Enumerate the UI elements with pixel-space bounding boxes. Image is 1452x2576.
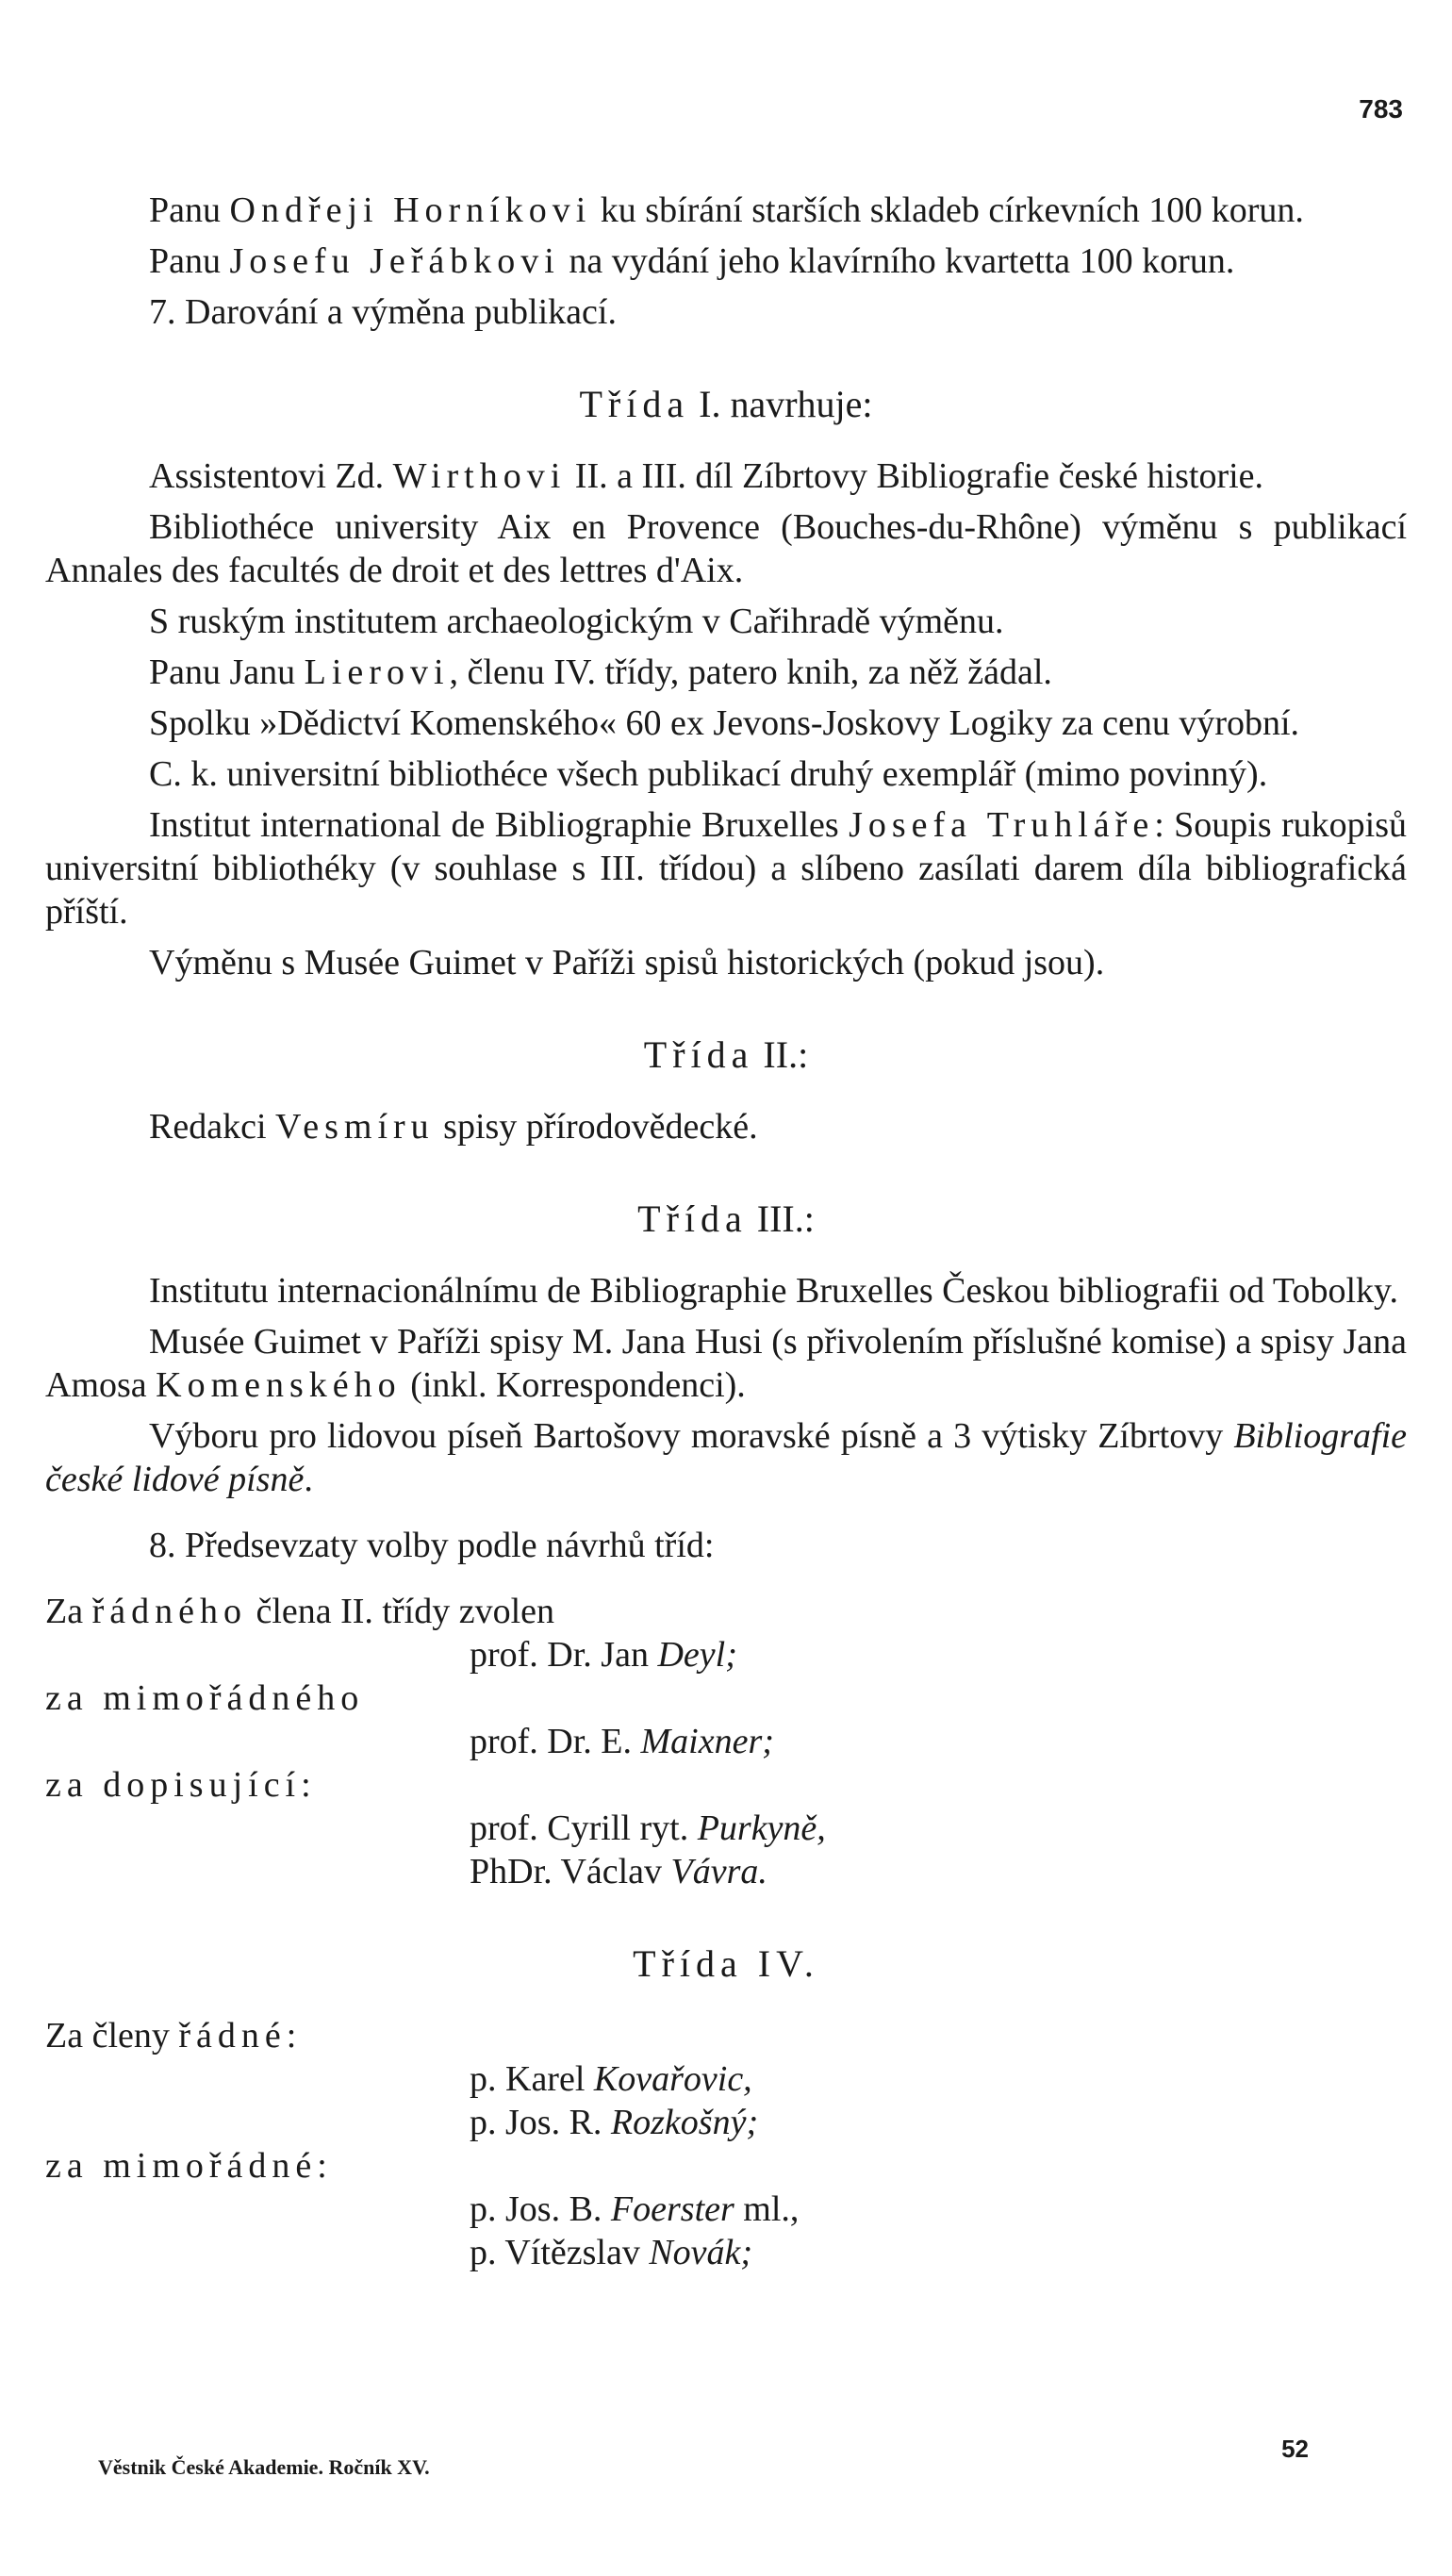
text: člena II. třídy zvolen <box>246 1592 554 1631</box>
surname: Kovařovic, <box>593 2059 752 2099</box>
text: (inkl. Korrespondenci). <box>401 1365 746 1405</box>
elected-name <box>45 1850 1407 1893</box>
grant-recipient: Josefu Jeřábkovi <box>229 241 560 281</box>
class1-paragraph: Bibliothéce university Aix en Provence (Bouches-du-Rhône) výměnu s publikací Annales des facultés de droit et des lettres d'Aix. <box>45 507 1407 590</box>
surname: Foerster <box>610 2189 734 2229</box>
spaced-word: řádného <box>91 1592 247 1631</box>
heading-class-4 <box>45 1942 1407 1986</box>
text: Panu Janu <box>149 652 305 692</box>
body-text <box>45 189 1407 2274</box>
grant-lead: Panu <box>149 241 230 281</box>
grant-horník <box>45 189 1407 232</box>
elected-name <box>45 2231 1407 2274</box>
text: prof. Dr. Jan <box>470 1635 658 1675</box>
class2-paragraph <box>45 1105 1407 1148</box>
footer-journal: Věstnik České Akademie. Ročník XV. <box>98 2455 430 2479</box>
text: p. Jos. B. <box>470 2189 611 2229</box>
text: Institut international de Bibliographie Bruxelles <box>149 805 850 845</box>
heading-word: Třída <box>637 1197 748 1240</box>
class1-paragraph: C. k. universitní bibliothéce všech publikací druhý exemplář (mimo povinný). <box>149 754 1268 794</box>
grant-recipient: Ondřeji Horníkovi <box>229 190 592 230</box>
class3-paragraph <box>45 1320 1407 1407</box>
class1-paragraph: S ruským institutem archaeologickým v Cařihradě výměnu. <box>149 602 1004 641</box>
elected-name <box>45 2188 1407 2231</box>
class3-paragraph: Institutu internacionálnímu de Bibliographie Bruxelles Českou bibliografii od Tobolky. <box>149 1271 1399 1311</box>
page-number: 783 <box>1359 94 1403 124</box>
heading-rest: III.: <box>747 1197 815 1240</box>
heading-class-3 <box>45 1197 1407 1241</box>
text: Za <box>45 1592 92 1631</box>
text: : Soupis rukopisů universitní bibliothéky (v souhlase s III. třídou) a slíbeno zasílati darem díla bibliografická příští. <box>45 805 1407 932</box>
person-name: Josefa Truhláře <box>849 805 1155 845</box>
text: prof. Dr. E. <box>470 1722 641 1761</box>
class4-label-regular <box>45 2014 1407 2057</box>
grant-text: na vydání jeho klavírního kvartetta 100 korun. <box>559 241 1235 281</box>
grant-lead: Panu <box>149 190 230 230</box>
surname: Rozkošný; <box>610 2103 759 2142</box>
text: ml., <box>734 2189 800 2229</box>
heading-rest: II.: <box>753 1033 809 1076</box>
text: . <box>304 1460 313 1499</box>
elected-name <box>45 2057 1407 2101</box>
election-row-1 <box>45 1590 1407 1633</box>
surname: Maixner; <box>640 1722 774 1761</box>
class4-elections <box>45 2014 1407 2274</box>
class3-paragraph <box>45 1414 1407 1501</box>
text: prof. Cyrill ryt. <box>470 1808 698 1848</box>
text: II. a III. díl Zíbrtovy Bibliografie české historie. <box>566 456 1264 496</box>
person-name: Wirthovi <box>392 456 567 496</box>
surname: Deyl; <box>657 1635 737 1675</box>
elected-name <box>45 2101 1407 2144</box>
item-8: 8. Předsevzaty volby podle návrhů tříd: <box>149 1526 715 1565</box>
elections-list <box>45 1590 1407 1893</box>
heading-word: Třída <box>579 383 690 425</box>
class1-paragraph: Spolku »Dědictví Komenského« 60 ex Jevons-Joskovy Logiky za cenu výrobní. <box>149 703 1300 743</box>
grant-text: ku sbírání starších skladeb církevních 100 korun. <box>591 190 1304 230</box>
class1-paragraph <box>45 454 1407 498</box>
heading-class-1 <box>45 383 1407 426</box>
grant-jeřábek <box>45 239 1407 283</box>
elected-name <box>45 1633 1407 1676</box>
heading-word: Třída IV. <box>633 1942 819 1985</box>
text: Musée Guimet v Paříži spisy M. Jana Husi (s přivolením příslušné komise) a spisy Jana Amosa <box>45 1322 1407 1405</box>
text: p. Jos. R. <box>470 2103 611 2142</box>
election-label-corresponding: za dopisující: <box>45 1765 317 1805</box>
signature-mark: 52 <box>1281 2435 1309 2463</box>
class1-paragraph <box>45 651 1407 694</box>
text: Redakci <box>149 1107 276 1147</box>
text: p. Vítězslav <box>470 2233 650 2272</box>
surname: Vávra. <box>670 1852 767 1891</box>
text: , členu IV. třídy, patero knih, za něž žádal. <box>449 652 1052 692</box>
text: Výboru pro lidovou píseň Bartošovy moravské písně a 3 výtisky Zíbrtovy <box>149 1416 1234 1456</box>
text: PhDr. Václav <box>470 1852 671 1891</box>
text: Assistentovi Zd. <box>149 456 393 496</box>
class4-label-extraordinary: za mimořádné: <box>45 2146 333 2186</box>
book-title: Bibliografie české lidové písně <box>45 1416 1407 1499</box>
class1-paragraph <box>45 803 1407 933</box>
elected-name <box>45 1807 1407 1850</box>
journal-name: Vesmíru <box>275 1107 435 1147</box>
person-name: Komenského <box>156 1365 402 1405</box>
surname: Purkyně, <box>697 1808 826 1848</box>
item-7: 7. Darování a výměna publikací. <box>149 292 617 332</box>
person-name: Lierovi <box>304 652 450 692</box>
elected-name <box>45 1720 1407 1763</box>
text: p. Karel <box>470 2059 594 2099</box>
text: spisy přírodovědecké. <box>434 1107 758 1147</box>
heading-word: Třída <box>643 1033 754 1076</box>
heading-class-2 <box>45 1033 1407 1077</box>
class1-paragraph: Výměnu s Musée Guimet v Paříži spisů historických (pokud jsou). <box>149 943 1105 983</box>
spaced-word: řádné: <box>178 2016 303 2056</box>
surname: Novák; <box>649 2233 753 2272</box>
text: Za členy <box>45 2016 179 2056</box>
heading-rest: I. navrhuje: <box>689 383 873 425</box>
election-label-extraordinary: za mimořádného <box>45 1678 365 1718</box>
